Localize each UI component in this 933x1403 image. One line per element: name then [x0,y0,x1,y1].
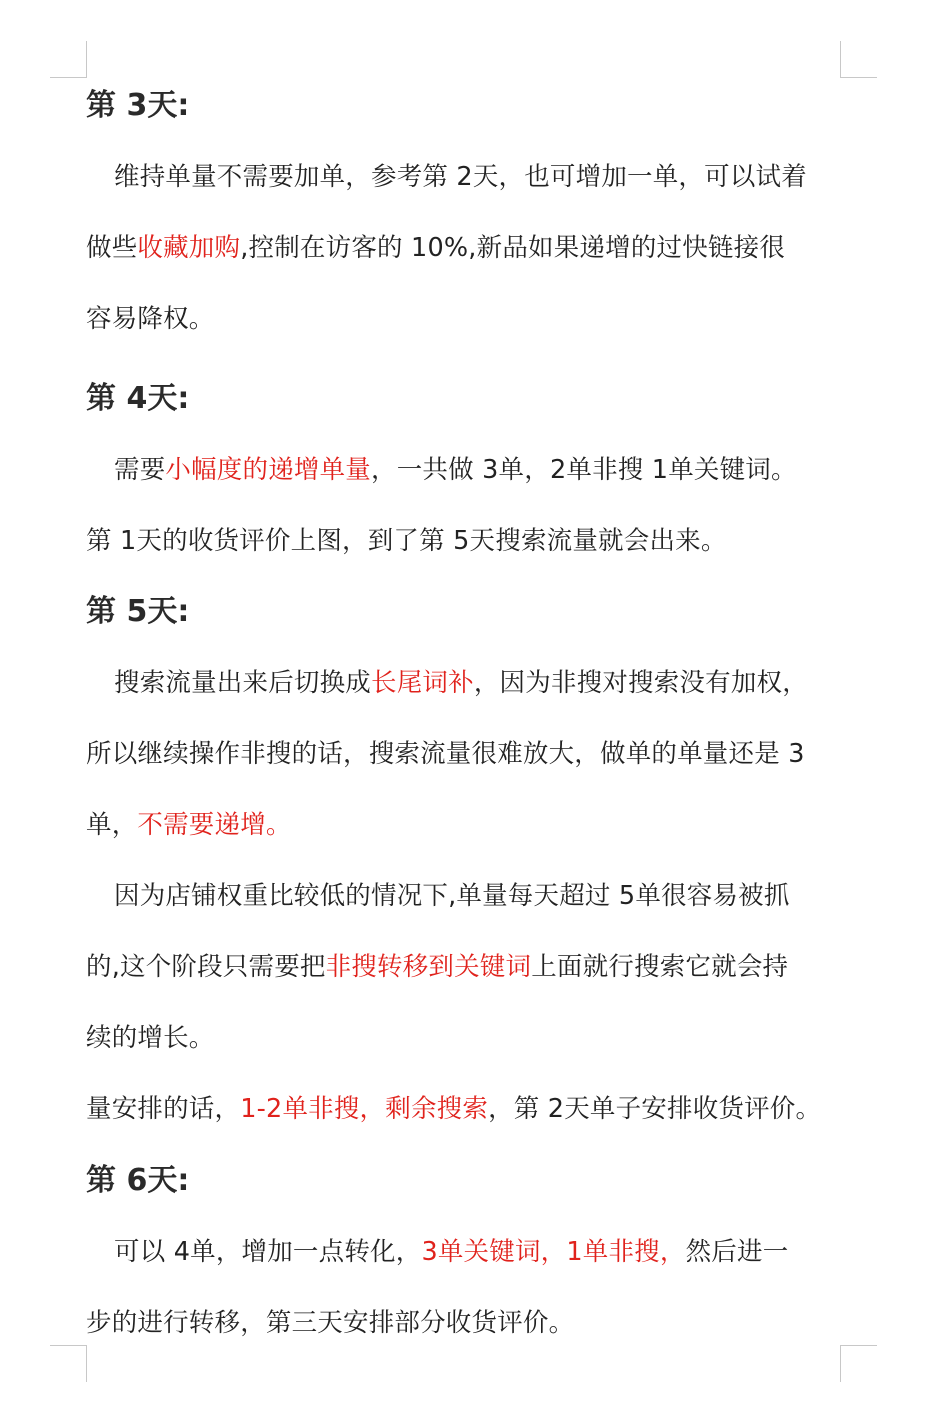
crop-mark-bottom-left [50,1345,87,1382]
crop-mark-top-right [840,41,877,78]
paragraph [86,142,876,355]
highlighted-text: 长尾词补 [371,668,474,698]
text-line [86,435,876,506]
text-run: 量安排的话， [86,1094,241,1124]
text-run: 可以 4单，增加一点转化， [114,1237,422,1267]
text-run: 的,这个阶段只需要把 [86,952,326,982]
paragraph [86,861,876,1074]
text-line [86,719,876,790]
highlighted-text: 非搜转移到关键词 [325,952,532,982]
text-line [86,790,876,861]
section-day [86,379,876,577]
text-line [86,1074,876,1145]
text-line [86,861,876,932]
text-line [86,284,876,355]
text-run: 上面就行搜索它就会持 [531,952,789,982]
text-line [86,506,876,577]
text-run: 然后进一 [685,1237,789,1267]
section-heading: 第 4天: [86,381,190,416]
section-day [86,1161,876,1359]
paragraph [86,648,876,861]
highlighted-text: 收藏加购 [137,233,241,263]
text-line [86,142,876,213]
text-run: 续的增长。 [86,1023,215,1053]
text-line [86,1288,876,1359]
text-line [86,1003,876,1074]
text-line [86,213,876,284]
section-day [86,592,876,1145]
highlighted-text: 小幅度的递增单量 [165,455,372,485]
text-line [86,1217,876,1288]
text-run: ，一共做 3单，2单非搜 1单关键词。 [371,455,797,485]
section-day [86,86,876,355]
paragraph [86,435,876,577]
paragraph [86,1217,876,1359]
text-run: 容易降权。 [86,304,215,334]
text-run: 第 1天的收货评价上图，到了第 5天搜索流量就会出来。 [86,526,727,556]
highlighted-text: 1-2单非搜，剩余搜索 [240,1094,489,1124]
crop-mark-top-left [50,41,87,78]
text-run: ,控制在访客的 10%,新品如果递增的过快链接很 [240,233,786,263]
highlighted-text: 不需要递增。 [137,810,292,840]
text-line [86,932,876,1003]
text-run: 需要 [114,455,166,485]
paragraph [86,1074,876,1145]
section-heading: 第 6天: [86,1163,190,1198]
text-run: 做些 [86,233,138,263]
text-run: 搜索流量出来后切换成 [114,668,372,698]
text-run: ，因为非搜对搜索没有加权， [473,668,808,698]
text-run: 步的进行转移，第三天安排部分收货评价。 [86,1308,575,1338]
section-heading: 第 3天: [86,88,190,123]
text-run: 单， [86,810,138,840]
text-run: 所以继续操作非搜的话，搜索流量很难放大，做单的单量还是 3 [86,739,805,769]
text-run: 维持单量不需要加单，参考第 2天，也可增加一单，可以试着 [114,162,807,192]
text-run: ，第 2天单子安排收货评价。 [488,1094,822,1124]
text-line [86,648,876,719]
section-heading: 第 5天: [86,594,190,629]
highlighted-text: 3单关键词，1单非搜， [421,1237,686,1267]
text-run: 因为店铺权重比较低的情况下,单量每天超过 5单很容易被抓 [114,881,790,911]
